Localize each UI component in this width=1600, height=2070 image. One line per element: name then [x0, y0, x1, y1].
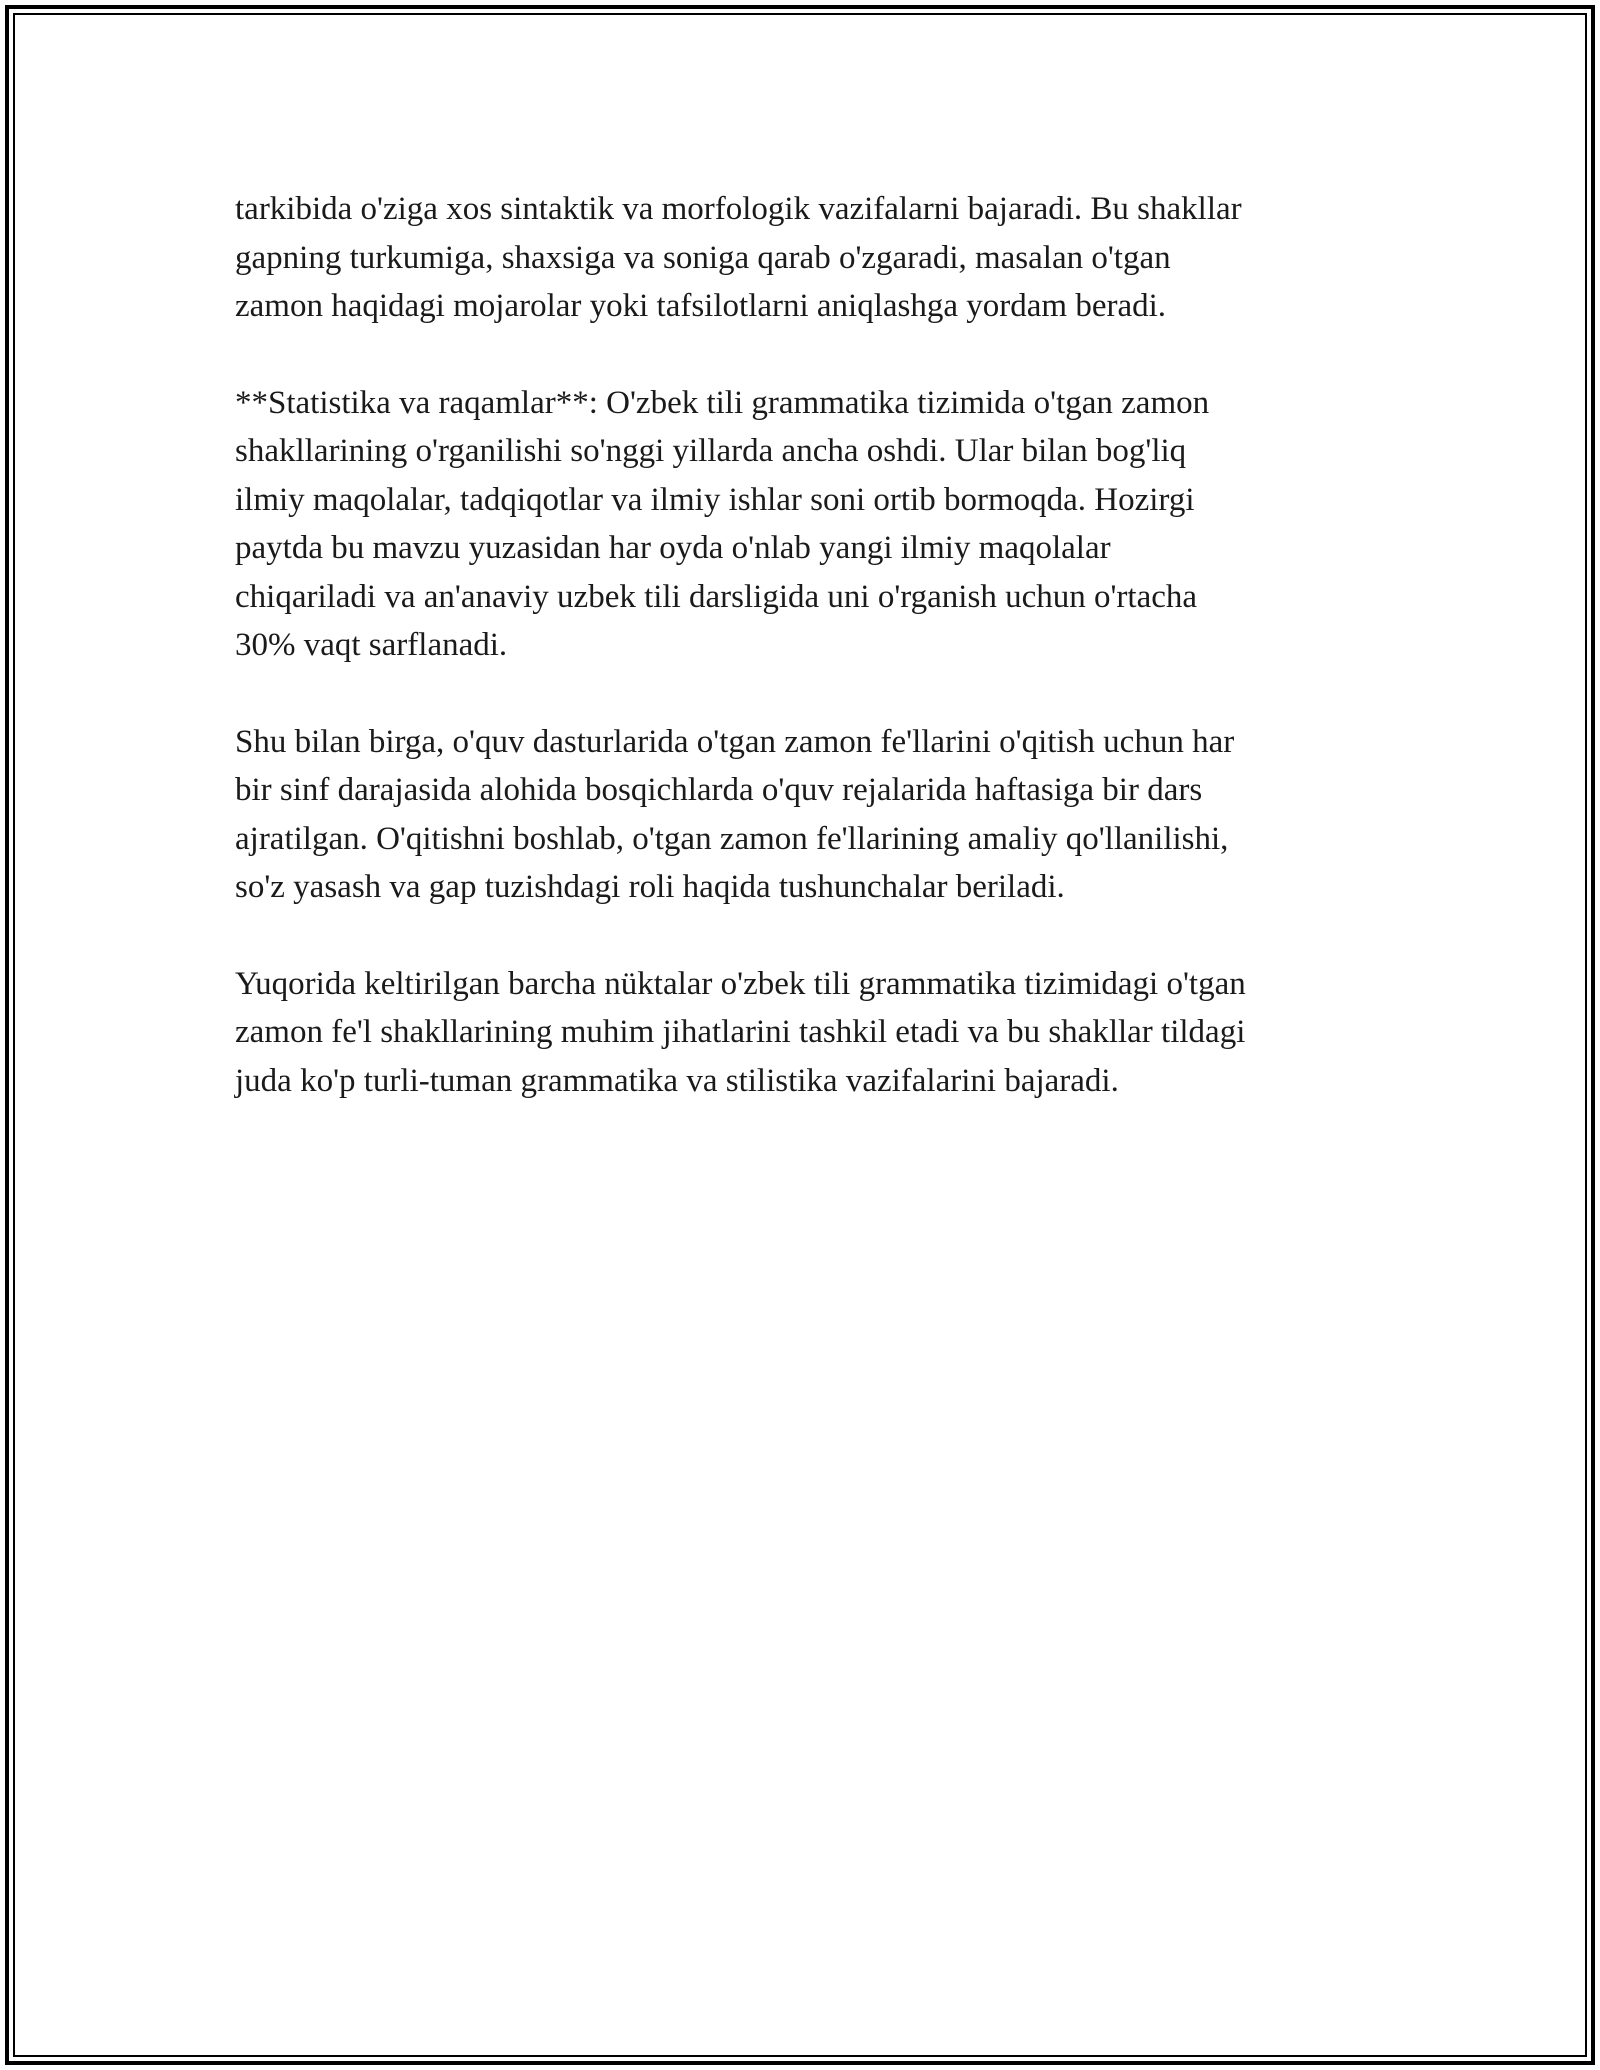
paragraph-4	[235, 960, 1385, 1106]
paragraph-2-line-2: shakllarining o'rganilishi so'nggi yillarda ancha oshdi. Ular bilan bog'liq	[235, 433, 1187, 469]
paragraph-1-line-3: zamon haqidagi mojarolar yoki tafsilotlarni aniqlashga yordam beradi.	[235, 288, 1167, 324]
document-body	[235, 185, 1385, 1153]
paragraph-2-line-1: **Statistika va raqamlar**: O'zbek tili grammatika tizimida o'tgan zamon	[235, 384, 1210, 421]
paragraph-2-line-5: chiqariladi va an'anaviy uzbek tili darsligida uni o'rganish uchun o'rtacha	[235, 578, 1198, 615]
paragraph-4-line-3: juda ko'p turli-tuman grammatika va stilistika vazifalarini bajaradi.	[235, 1062, 1119, 1099]
paragraph-2-line-4: paytda bu mavzu yuzasidan har oyda o'nlab yangi ilmiy maqolalar	[235, 530, 1111, 566]
paragraph-2-line-6: 30% vaqt sarflanadi.	[235, 627, 508, 663]
paragraph-1-line-2: gapning turkumiga, shaxsiga va soniga qarab o'zgaradi, masalan o'tgan	[235, 239, 1171, 276]
paragraph-1-line-1: tarkibida o'ziga xos sintaktik va morfologik vazifalarni bajaradi. Bu shakllar	[235, 191, 1242, 227]
paragraph-3-line-2: bir sinf darajasida alohida bosqichlarda o'quv rejalarida haftasiga bir dars	[235, 772, 1203, 808]
paragraph-4-line-1: Yuqorida keltirilgan barcha nüktalar o'zbek tili grammatika tizimidagi o'tgan	[235, 965, 1246, 1002]
paragraph-1	[235, 185, 1385, 331]
paragraph-3-line-1: Shu bilan birga, o'quv dasturlarida o'tgan zamon fe'llarini o'qitish uchun har	[235, 723, 1235, 760]
paragraph-4-line-2: zamon fe'l shakllarining muhim jihatlarini tashkil etadi va bu shakllar tildagi	[235, 1014, 1246, 1050]
paragraph-2	[235, 379, 1385, 670]
paragraph-3-line-4: so'z yasash va gap tuzishdagi roli haqida tushunchalar beriladi.	[235, 869, 1065, 905]
paragraph-3	[235, 718, 1385, 912]
paragraph-2-line-3: ilmiy maqolalar, tadqiqotlar va ilmiy ishlar soni ortib bormoqda. Hozirgi	[235, 481, 1195, 518]
paragraph-3-line-3: ajratilgan. O'qitishni boshlab, o'tgan zamon fe'llarining amaliy qo'llanilishi,	[235, 820, 1229, 857]
